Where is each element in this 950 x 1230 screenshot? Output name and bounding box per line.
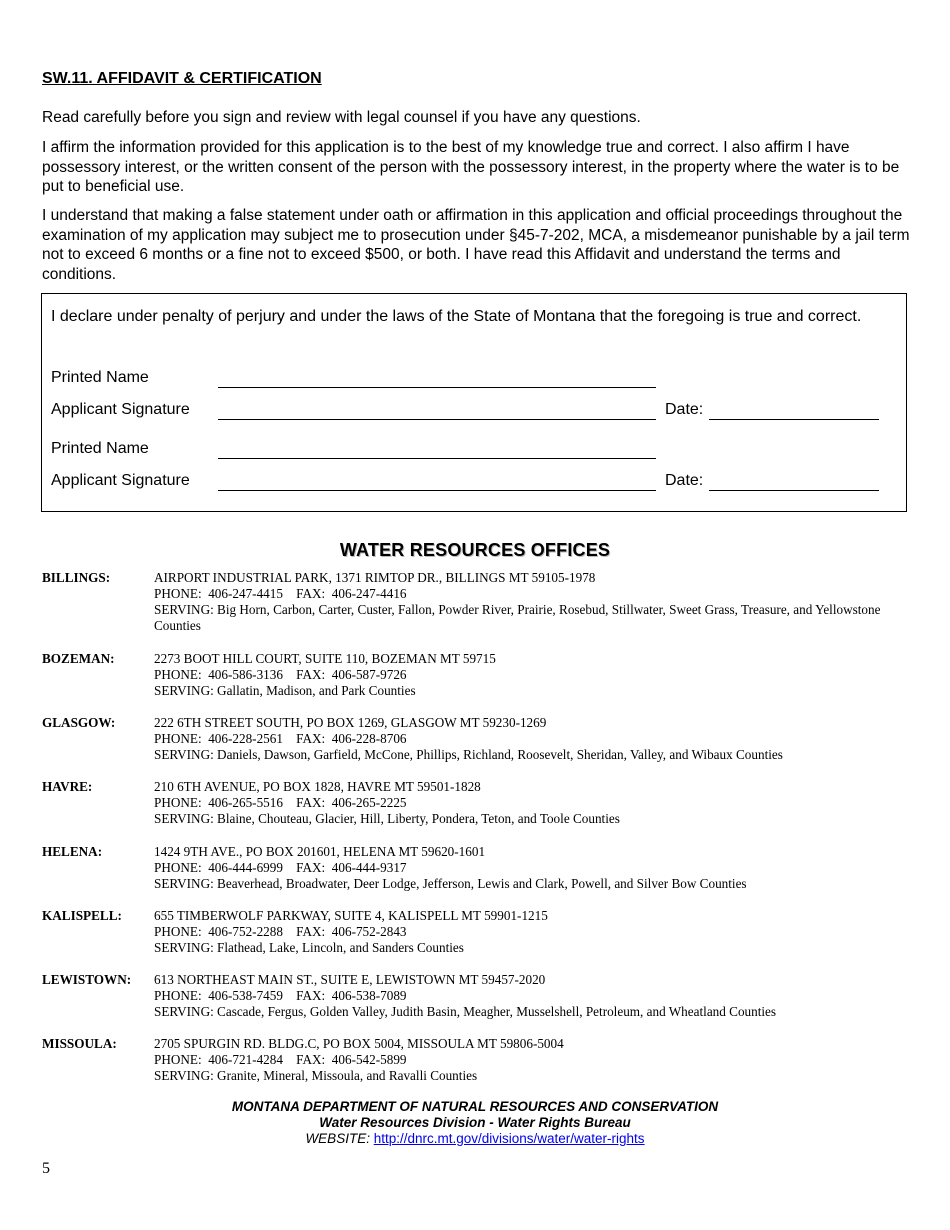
office-serving: SERVING: Blaine, Chouteau, Glacier, Hill, Liberty, Pondera, Teton, and Toole Counties — [154, 811, 620, 826]
website-link[interactable]: http://dnrc.mt.gov/divisions/water/water-rights — [373, 1131, 645, 1146]
office-phone: PHONE: 406-247-4415 FAX: 406-247-4416 — [154, 586, 407, 601]
date-label: Date: — [665, 401, 704, 418]
office-serving: SERVING: Beaverhead, Broadwater, Deer Lodge, Jefferson, Lewis and Clark, Powell, and Silver Bow Counties — [154, 876, 747, 891]
office-serving: SERVING: Granite, Mineral, Missoula, and Ravalli Counties — [154, 1068, 478, 1083]
office-phone: PHONE: 406-538-7459 FAX: 406-538-7089 — [154, 988, 407, 1003]
office-name: GLASGOW: — [42, 715, 116, 730]
office-phone: PHONE: 406-752-2288 FAX: 406-752-2843 — [154, 924, 407, 939]
office-serving: SERVING: Big Horn, Carbon, Carter, Custer, Fallon, Powder River, Prairie, Rosebud, Stillwater, Sweet Grass, Treasure, and Yellowstone Counties — [154, 602, 881, 633]
office-bozeman — [42, 651, 902, 699]
understand-paragraph: I understand that making a false statement under oath or affirmation in this application and official proceedings throughout the examination of my application may subject me to prosecution under §45-7-202, MCA, a misdemeanor punishable by a jail term not to exceed 6 months or a fine not to exceed $500, or both. I have read this Affidavit and understand the terms and conditions. — [42, 207, 910, 283]
office-name: BILLINGS: — [42, 570, 111, 585]
office-name: BOZEMAN: — [42, 651, 115, 666]
printed-name-label: Printed Name — [51, 369, 149, 386]
certification-box — [41, 293, 907, 512]
office-address: 613 NORTHEAST MAIN ST., SUITE E, LEWISTOWN MT 59457-2020 — [154, 972, 546, 987]
applicant-signature-label: Applicant Signature — [51, 401, 190, 418]
date-field[interactable] — [709, 473, 879, 491]
footer-department: MONTANA DEPARTMENT OF NATURAL RESOURCES AND CONSERVATION — [231, 1099, 719, 1114]
office-missoula — [42, 1036, 902, 1084]
office-havre — [42, 779, 902, 827]
office-address: 2705 SPURGIN RD. BLDG.C, PO BOX 5004, MISSOULA MT 59806-5004 — [154, 1036, 564, 1051]
office-name: HAVRE: — [42, 779, 93, 794]
website-label: WEBSITE: — [305, 1131, 374, 1146]
office-serving: SERVING: Cascade, Fergus, Golden Valley, Judith Basin, Meagher, Musselshell, Petroleum, and Wheatland Counties — [154, 1004, 777, 1019]
date-field[interactable] — [709, 402, 879, 420]
affirm-paragraph: I affirm the information provided for this application is to the best of my knowledge true and correct. I also affirm I have possessory interest, or the written consent of the person with the possessory interest, in the property where the water is to be put to beneficial use. — [42, 139, 900, 195]
applicant-signature-label: Applicant Signature — [51, 472, 190, 489]
office-helena — [42, 844, 902, 892]
office-phone: PHONE: 406-586-3136 FAX: 406-587-9726 — [154, 667, 407, 682]
office-phone: PHONE: 406-265-5516 FAX: 406-265-2225 — [154, 795, 407, 810]
office-glasgow — [42, 715, 902, 763]
office-address: 2273 BOOT HILL COURT, SUITE 110, BOZEMAN MT 59715 — [154, 651, 496, 666]
printed-name-row-1 — [51, 368, 656, 388]
applicant-signature-field[interactable] — [218, 402, 656, 420]
office-phone: PHONE: 406-721-4284 FAX: 406-542-5899 — [154, 1052, 407, 1067]
office-name: HELENA: — [42, 844, 103, 859]
office-lewistown — [42, 972, 902, 1020]
printed-name-field[interactable] — [218, 441, 656, 459]
applicant-signature-field[interactable] — [218, 473, 656, 491]
office-name: KALISPELL: — [42, 908, 122, 923]
office-serving: SERVING: Gallatin, Madison, and Park Counties — [154, 683, 416, 698]
section-heading: SW.11. AFFIDAVIT & CERTIFICATION — [42, 70, 322, 87]
offices-title: WATER RESOURCES OFFICES — [339, 540, 611, 560]
page-number: 5 — [42, 1160, 50, 1177]
printed-name-field[interactable] — [218, 370, 656, 388]
signature-row-1 — [51, 400, 901, 420]
office-kalispell — [42, 908, 902, 956]
office-serving: SERVING: Flathead, Lake, Lincoln, and Sanders Counties — [154, 940, 464, 955]
office-serving: SERVING: Daniels, Dawson, Garfield, McCone, Phillips, Richland, Roosevelt, Sheridan, Valley, and Wibaux Counties — [154, 747, 783, 762]
intro-paragraph: Read carefully before you sign and review with legal counsel if you have any questions. — [42, 109, 641, 126]
office-address: 222 6TH STREET SOUTH, PO BOX 1269, GLASGOW MT 59230-1269 — [154, 715, 547, 730]
office-name: MISSOULA: — [42, 1036, 117, 1051]
office-phone: PHONE: 406-444-6999 FAX: 406-444-9317 — [154, 860, 407, 875]
signature-row-2 — [51, 471, 901, 491]
office-billings — [42, 570, 902, 634]
office-address: 210 6TH AVENUE, PO BOX 1828, HAVRE MT 59501-1828 — [154, 779, 481, 794]
printed-name-label: Printed Name — [51, 440, 149, 457]
printed-name-row-2 — [51, 439, 656, 459]
office-address: AIRPORT INDUSTRIAL PARK, 1371 RIMTOP DR., BILLINGS MT 59105-1978 — [154, 570, 596, 585]
footer-division: Water Resources Division - Water Rights Bureau — [319, 1115, 631, 1130]
office-phone: PHONE: 406-228-2561 FAX: 406-228-8706 — [154, 731, 407, 746]
office-address: 1424 9TH AVE., PO BOX 201601, HELENA MT 59620-1601 — [154, 844, 486, 859]
footer-website — [0, 1131, 950, 1147]
declaration-text: I declare under penalty of perjury and under the laws of the State of Montana that the foregoing is true and correct. — [51, 308, 862, 325]
office-address: 655 TIMBERWOLF PARKWAY, SUITE 4, KALISPELL MT 59901-1215 — [154, 908, 548, 923]
date-label: Date: — [665, 472, 704, 489]
office-name: LEWISTOWN: — [42, 972, 132, 987]
